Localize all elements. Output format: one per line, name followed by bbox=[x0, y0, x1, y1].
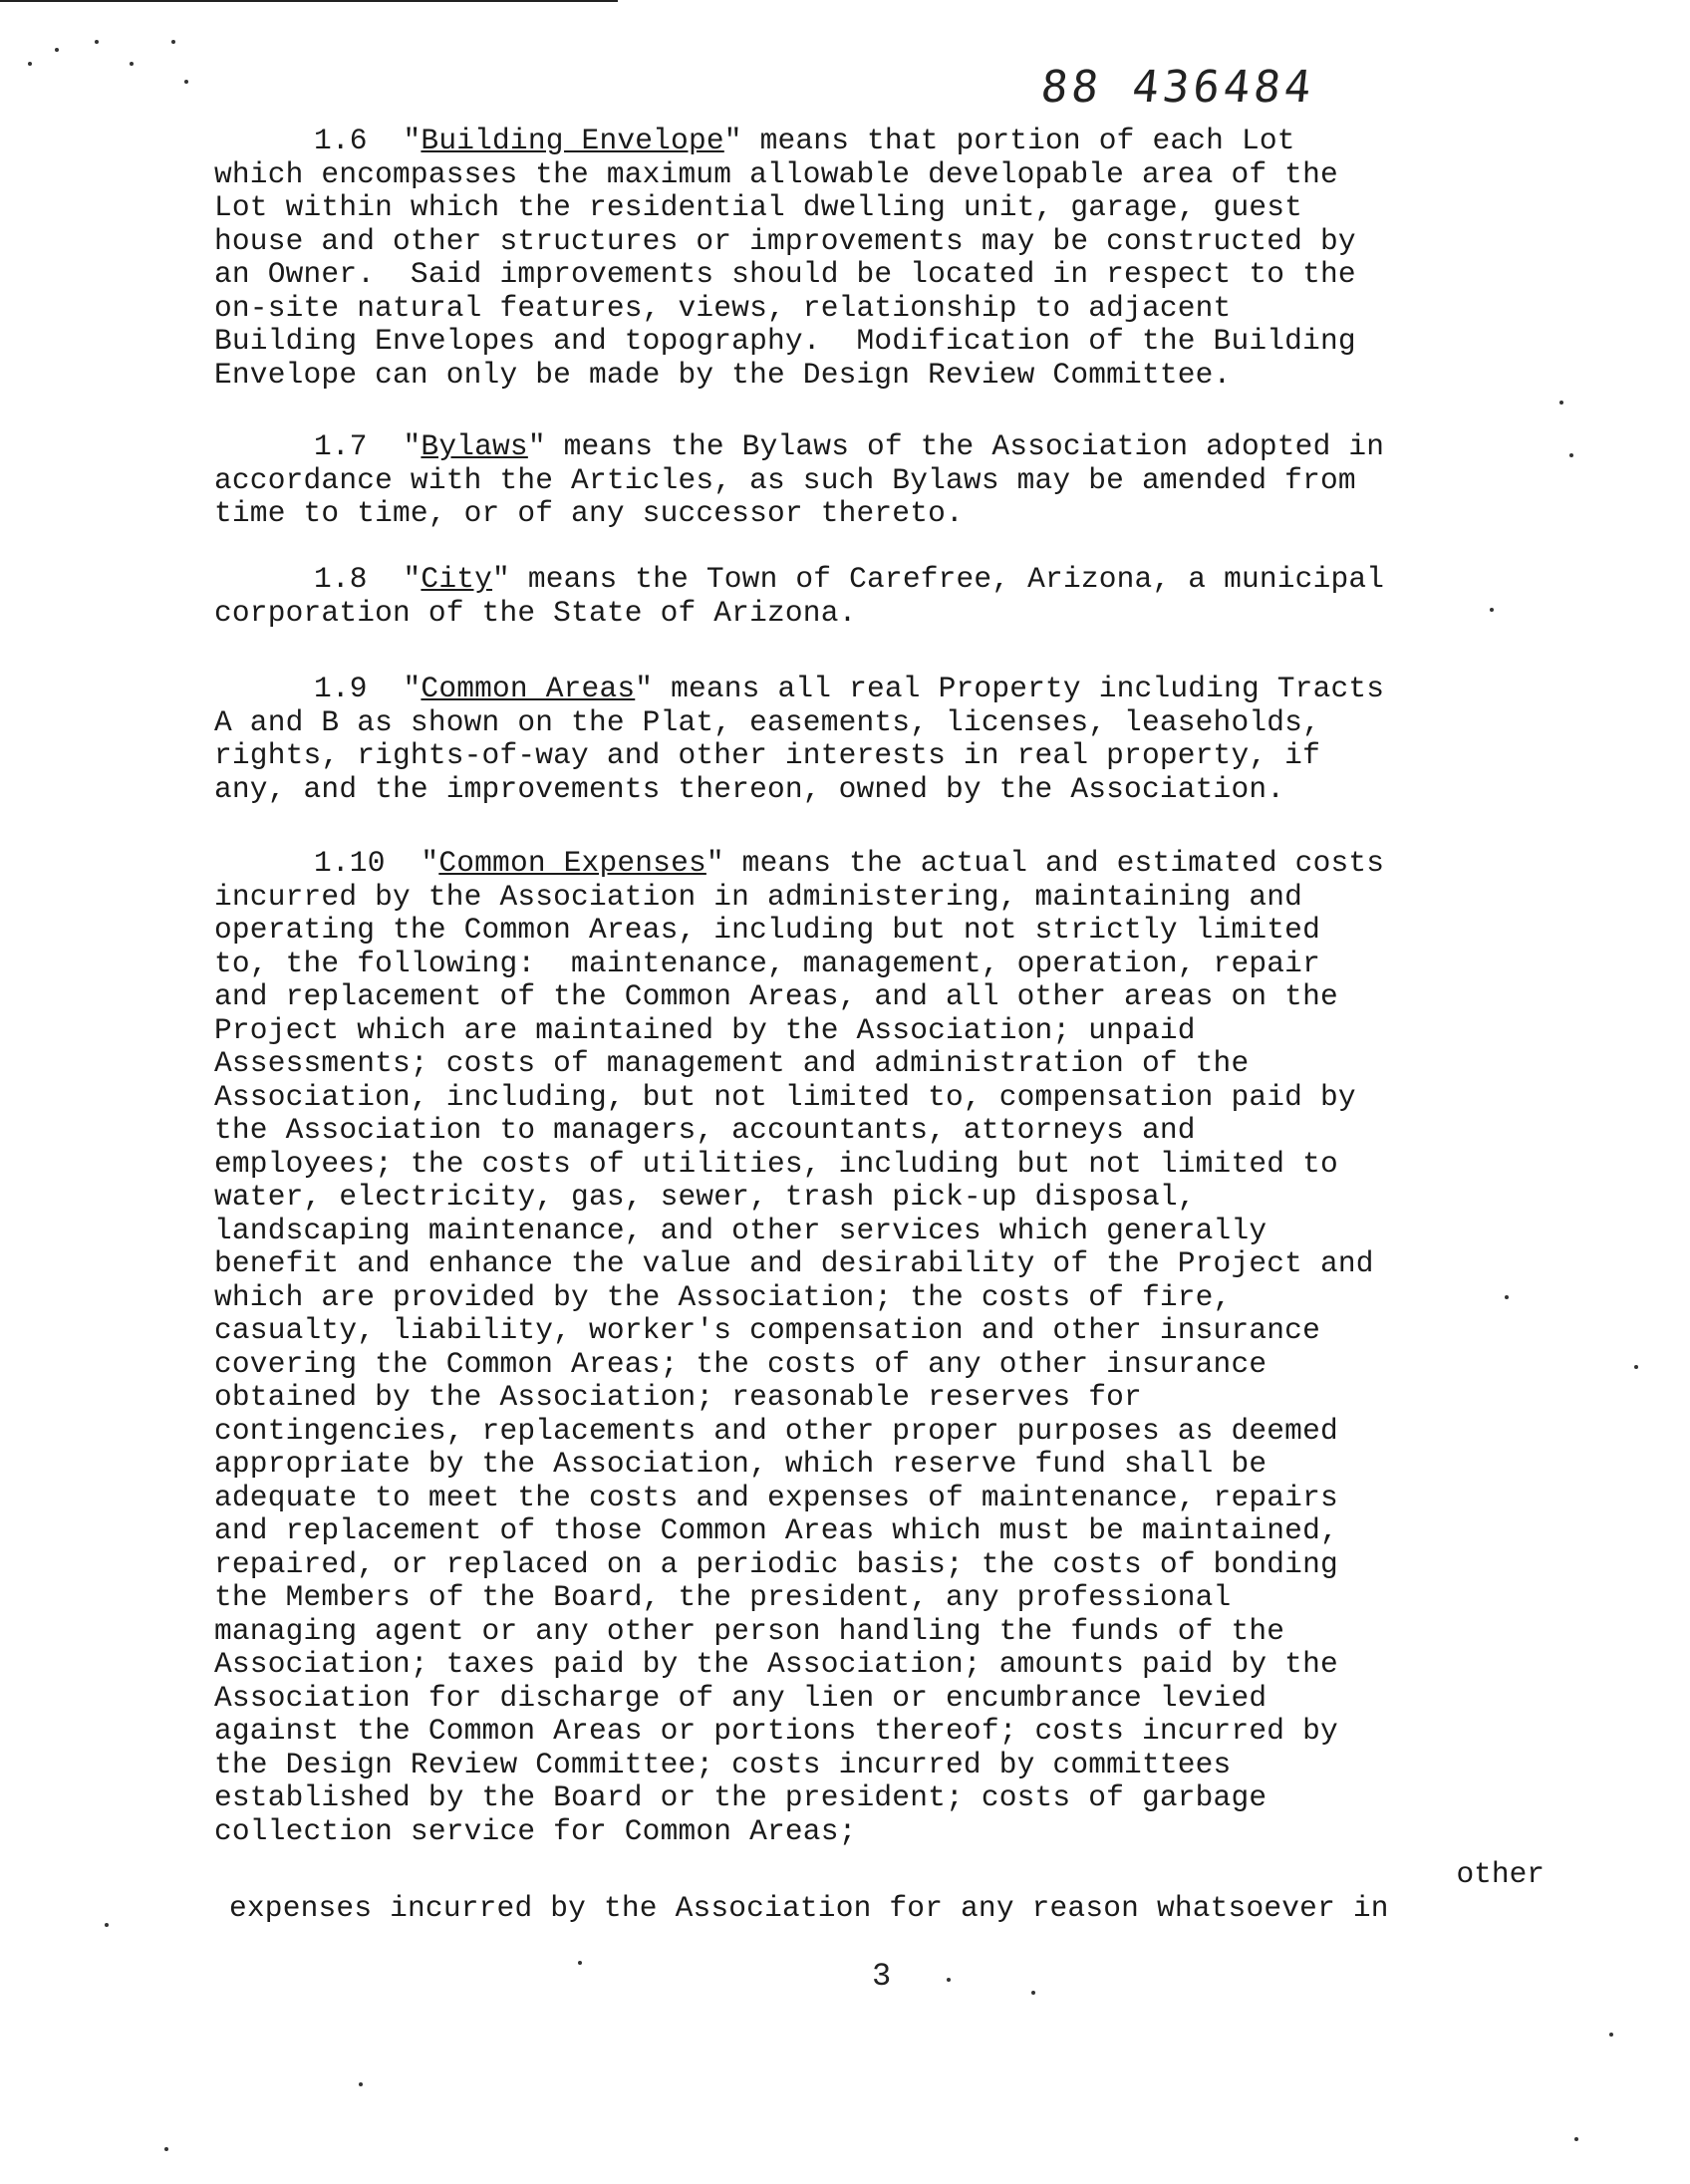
text-line: the Design Review Committee; costs incurred by committees bbox=[214, 1747, 1232, 1781]
scan-speck bbox=[55, 48, 59, 52]
text-line: water, electricity, gas, sewer, trash pick-up disposal, bbox=[214, 1180, 1196, 1214]
section-1-9 bbox=[214, 673, 1545, 806]
text-line: the Association to managers, accountants, attorneys and bbox=[214, 1113, 1196, 1147]
section-number: 1.8 " bbox=[314, 562, 422, 596]
section-1-6 bbox=[214, 125, 1545, 392]
definition-text: " means the Town of Carefree, Arizona, a municipal bbox=[492, 562, 1385, 596]
text-line: against the Common Areas or portions thereof; costs incurred by bbox=[214, 1714, 1338, 1748]
text-line: appropriate by the Association, which reserve fund shall be bbox=[214, 1447, 1268, 1481]
scan-speck bbox=[947, 1978, 951, 1982]
text-line: repaired, or replaced on a periodic basis; the costs of bonding bbox=[214, 1546, 1338, 1581]
definition-text: " means the actual and estimated costs bbox=[705, 846, 1385, 880]
text-line: which are provided by the Association; the costs of fire, bbox=[214, 1279, 1232, 1314]
text-line: employees; the costs of utilities, including but not limited to bbox=[214, 1146, 1338, 1181]
scan-speck bbox=[1609, 2033, 1613, 2037]
text-line: collection service for Common Areas; bbox=[214, 1813, 857, 1848]
scan-speck bbox=[1634, 1365, 1638, 1369]
scan-speck bbox=[1031, 1991, 1035, 1995]
text-line bbox=[214, 847, 1545, 881]
section-number: 1.10 " bbox=[314, 846, 439, 880]
scan-speck bbox=[1490, 608, 1494, 612]
text-line: corporation of the State of Arizona. bbox=[214, 595, 857, 630]
recording-number: 88 436484 bbox=[1038, 62, 1318, 113]
text-line bbox=[214, 125, 1545, 158]
text-line: any, and the improvements thereon, owned by the Association. bbox=[214, 771, 1285, 806]
scan-speck bbox=[164, 2147, 168, 2151]
text-line: landscaping maintenance, and other services which generally bbox=[214, 1213, 1268, 1247]
defined-term: City bbox=[421, 562, 493, 596]
defined-term: Bylaws bbox=[421, 429, 528, 463]
text-line: established by the Board or the president; costs of garbage bbox=[214, 1780, 1268, 1814]
text-line: Association, including, but not limited to, compensation paid by bbox=[214, 1079, 1356, 1114]
scan-speck bbox=[105, 1923, 109, 1927]
text-line: rights, rights-of-way and other interests in real property, if bbox=[214, 738, 1320, 772]
defined-term: Common Areas bbox=[421, 672, 636, 705]
text-line bbox=[214, 673, 1545, 706]
text-line: Lot within which the residential dwelling unit, garage, guest bbox=[214, 190, 1303, 224]
text-line: operating the Common Areas, including but not strictly limited bbox=[214, 913, 1320, 947]
section-number: 1.9 " bbox=[314, 672, 422, 705]
text-line: and replacement of the Common Areas, and all other areas on the bbox=[214, 979, 1338, 1013]
text-line: Building Envelopes and topography. Modification of the Building bbox=[214, 324, 1356, 358]
text-line: Assessments; costs of management and administration of the bbox=[214, 1046, 1250, 1080]
text-line: Association; taxes paid by the Association; amounts paid by the bbox=[214, 1647, 1338, 1681]
text-line: incurred by the Association in administering, maintaining and bbox=[214, 879, 1303, 914]
text-line: managing agent or any other person handling the funds of the bbox=[214, 1613, 1285, 1648]
text-line: house and other structures or improvements may be constructed by bbox=[214, 223, 1356, 258]
text-line: Association for discharge of any lien or encumbrance levied bbox=[214, 1680, 1268, 1715]
text-line: obtained by the Association; reasonable reserves for bbox=[214, 1380, 1142, 1414]
text-line: time to time, or of any successor thereto. bbox=[214, 496, 964, 530]
text-line: the Members of the Board, the president, any professional bbox=[214, 1580, 1232, 1614]
scan-speck bbox=[95, 40, 99, 44]
text-line: on-site natural features, views, relationship to adjacent bbox=[214, 290, 1232, 325]
scan-speck bbox=[578, 1961, 582, 1965]
text-line: Envelope can only be made by the Design Review Committee. bbox=[214, 357, 1232, 392]
text-line: other bbox=[1456, 1857, 1545, 1891]
definition-text: " means that portion of each Lot bbox=[723, 124, 1295, 157]
text-line: Project which are maintained by the Association; unpaid bbox=[214, 1012, 1196, 1047]
definition-text: " means all real Property including Tracts bbox=[635, 672, 1385, 705]
text-line: which encompasses the maximum allowable developable area of the bbox=[214, 156, 1338, 191]
text-line: contingencies, replacements and other proper purposes as deemed bbox=[214, 1413, 1338, 1448]
scan-speck bbox=[28, 62, 32, 66]
text-line: A and B as shown on the Plat, easements, licenses, leaseholds, bbox=[214, 704, 1320, 739]
page-number: 3 bbox=[872, 1958, 892, 1995]
text-line: adequate to meet the costs and expenses of maintenance, repairs bbox=[214, 1480, 1338, 1514]
scan-speck bbox=[1574, 2137, 1578, 2141]
text-line: expenses incurred by the Association for any reason whatsoever in bbox=[229, 1890, 1389, 1925]
section-number: 1.6 " bbox=[314, 124, 422, 157]
section-1-7 bbox=[214, 430, 1545, 531]
section-1-8 bbox=[214, 563, 1545, 630]
text-line: benefit and enhance the value and desirability of the Project and bbox=[214, 1246, 1374, 1280]
text-line bbox=[214, 563, 1545, 597]
text-line bbox=[214, 430, 1545, 464]
text-line: accordance with the Articles, as such Bylaws may be amended from bbox=[214, 462, 1356, 497]
defined-term: Building Envelope bbox=[421, 124, 724, 157]
text-line: covering the Common Areas; the costs of any other insurance bbox=[214, 1346, 1268, 1381]
section-1-10 bbox=[214, 847, 1545, 1925]
top-border-line bbox=[0, 0, 618, 2]
scan-speck bbox=[1505, 1295, 1509, 1299]
section-number: 1.7 " bbox=[314, 429, 422, 463]
scan-speck bbox=[130, 62, 134, 66]
text-line: an Owner. Said improvements should be located in respect to the bbox=[214, 257, 1356, 291]
definition-text: " means the Bylaws of the Association adopted in bbox=[527, 429, 1385, 463]
scan-speck bbox=[184, 80, 188, 84]
scan-speck bbox=[171, 40, 175, 44]
defined-term: Common Expenses bbox=[438, 846, 706, 880]
scan-speck bbox=[1559, 401, 1563, 405]
text-line: and replacement of those Common Areas which must be maintained, bbox=[214, 1513, 1338, 1547]
text-line: to, the following: maintenance, management, operation, repair bbox=[214, 946, 1320, 980]
scan-speck bbox=[1569, 453, 1573, 457]
text-line: casualty, liability, worker's compensation and other insurance bbox=[214, 1313, 1320, 1347]
scan-speck bbox=[359, 2082, 363, 2086]
